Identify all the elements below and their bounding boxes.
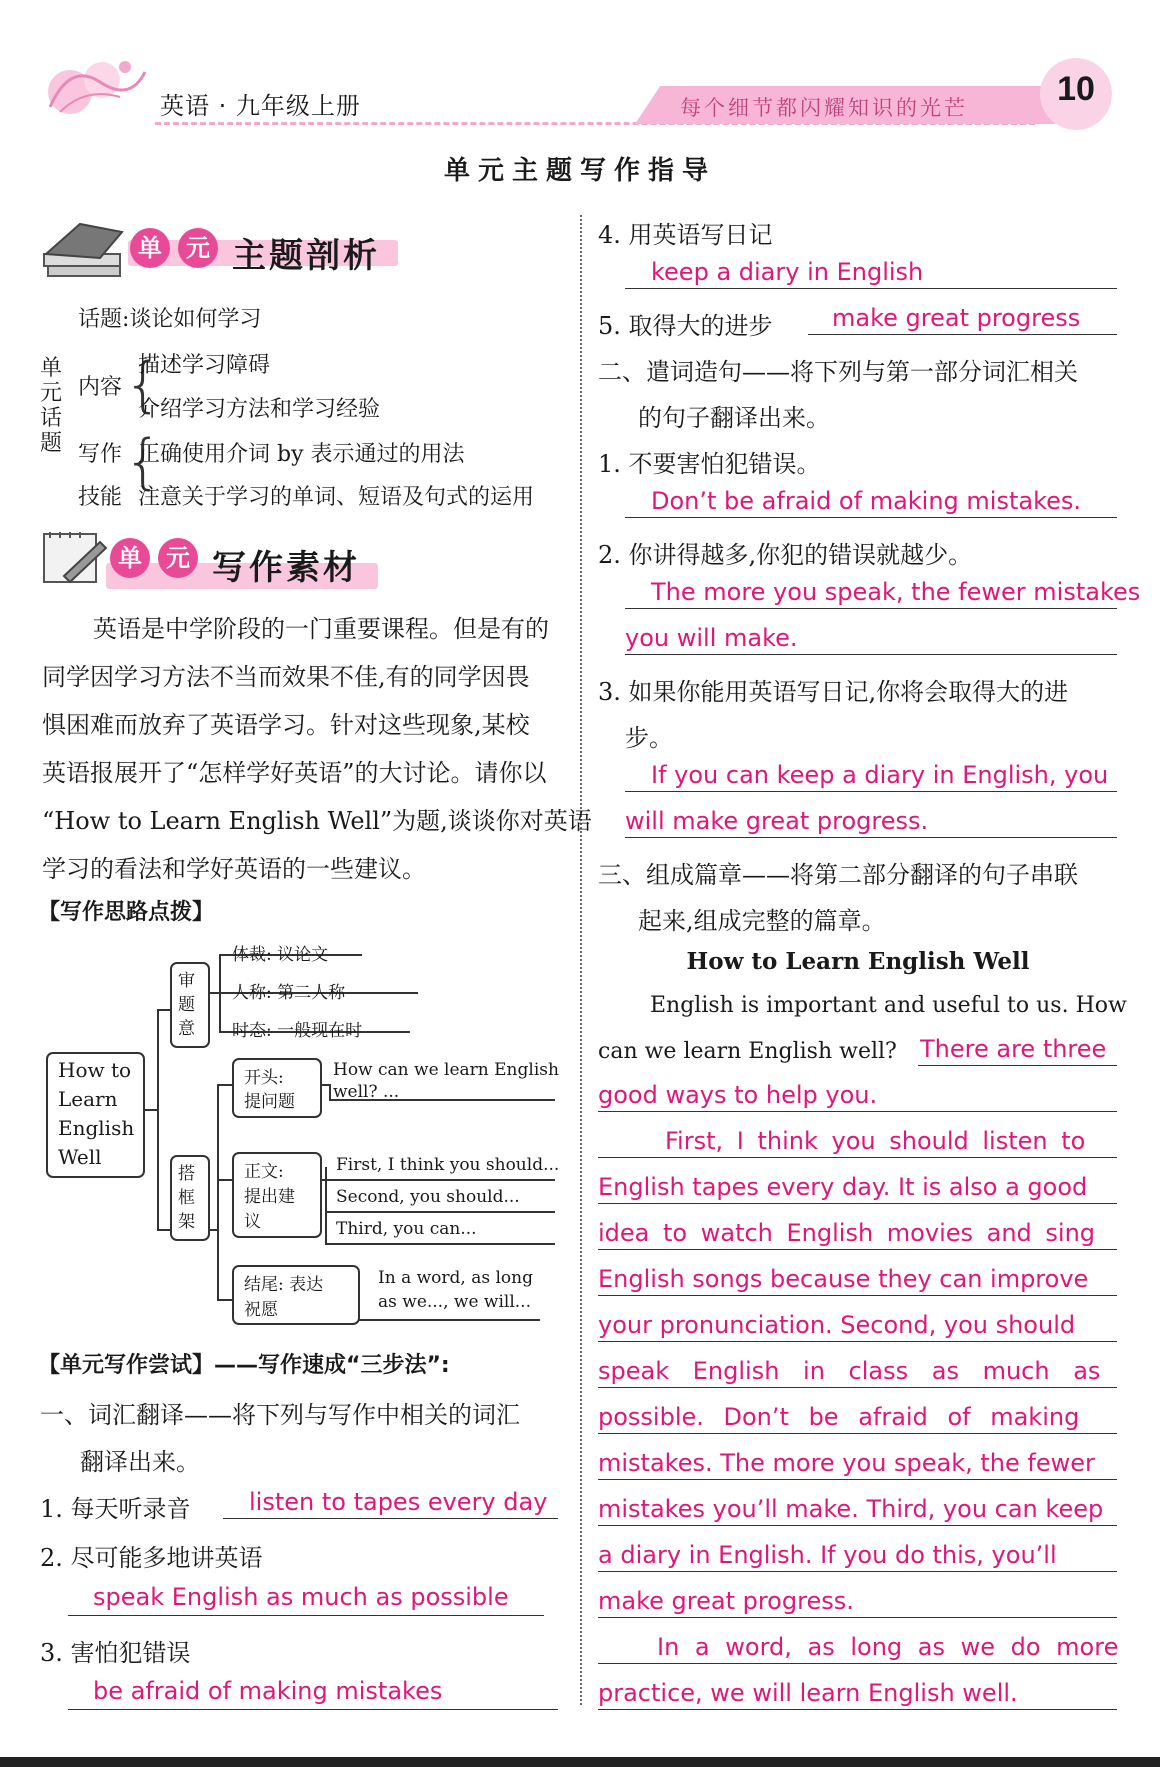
root-line-4: Well bbox=[58, 1145, 102, 1169]
step1-line-2: 翻译出来。 bbox=[80, 1448, 200, 1476]
vocab-a-1: listen to tapes every day bbox=[249, 1488, 548, 1516]
review-label-1: 审 bbox=[178, 971, 195, 991]
review-item-3: 时态: 一般现在时 bbox=[232, 1021, 363, 1041]
sentence-q-1: 1. 不要害怕犯错误。 bbox=[598, 450, 821, 478]
sentence-a-3a: If you can keep a diary in English, you bbox=[651, 761, 1109, 789]
essay-line-5: idea to watch English movies and sing bbox=[598, 1219, 1096, 1247]
vocab-a-4: keep a diary in English bbox=[651, 258, 924, 286]
step2-line-2: 的句子翻译出来。 bbox=[638, 404, 830, 432]
vocab-a-3: be afraid of making mistakes bbox=[93, 1677, 443, 1705]
section2-badge-2: 元 bbox=[158, 538, 198, 578]
opening-label-2: 提问题 bbox=[244, 1092, 295, 1112]
essay-line-10: mistakes. The more you speak, the fewer bbox=[598, 1449, 1095, 1477]
root-line-1: How to bbox=[58, 1058, 132, 1082]
root-line-3: English bbox=[58, 1116, 135, 1140]
motto-text: 每个细节都闪耀知识的光芒 bbox=[680, 96, 968, 120]
prompt-line-6: 学习的看法和学好英语的一些建议。 bbox=[42, 855, 426, 883]
content-brace-icon: { bbox=[124, 350, 163, 420]
essay-intro-1: English is important and useful to us. How bbox=[650, 993, 1127, 1018]
vocab-a-2: speak English as much as possible bbox=[93, 1583, 509, 1611]
vocab-q-2: 2. 尽可能多地讲英语 bbox=[40, 1544, 263, 1572]
review-label-2: 题 bbox=[178, 995, 195, 1015]
ending-label-1: 结尾: 表达 bbox=[244, 1275, 324, 1295]
essay-line-14: In a word, as long as we do more bbox=[657, 1633, 1119, 1661]
vocab-q-4: 4. 用英语写日记 bbox=[598, 221, 773, 249]
body-item-3: Third, you can... bbox=[336, 1219, 477, 1239]
vocab-q-5: 5. 取得大的进步 bbox=[598, 312, 773, 340]
essay-line-11: mistakes you’ll make. Third, you can keep bbox=[598, 1495, 1104, 1523]
sentence-q-3b: 步。 bbox=[625, 724, 673, 752]
essay-line-15: practice, we will learn English well. bbox=[598, 1679, 1018, 1707]
mindmap-heading: 【写作思路点拨】 bbox=[38, 900, 215, 925]
ending-text-1: In a word, as long bbox=[378, 1268, 533, 1288]
prompt-line-1: 英语是中学阶段的一门重要课程。但是有的 bbox=[93, 615, 549, 643]
ending-text-2: as we..., we will... bbox=[378, 1292, 531, 1312]
skill-item-1: 正确使用介词 by 表示通过的用法 bbox=[138, 442, 465, 467]
section2-badge-1: 单 bbox=[110, 538, 150, 578]
frame-label-1: 搭 bbox=[178, 1164, 195, 1184]
skill-brace-icon: { bbox=[124, 427, 163, 497]
essay-line-4: English tapes every day. It is also a good bbox=[598, 1173, 1088, 1201]
content-label: 内容 bbox=[78, 375, 123, 400]
body-label-3: 议 bbox=[244, 1212, 261, 1232]
frame-label-2: 框 bbox=[178, 1188, 195, 1208]
vocab-q-3: 3. 害怕犯错误 bbox=[40, 1639, 191, 1667]
vocab-q-1: 1. 每天听录音 bbox=[40, 1495, 191, 1523]
bottom-edge bbox=[0, 1757, 1160, 1767]
essay-intro-2: can we learn English well? bbox=[598, 1039, 897, 1064]
sentence-a-1: Don’t be afraid of making mistakes. bbox=[651, 487, 1082, 515]
prompt-line-3: 惧困难而放弃了英语学习。针对这些现象,某校 bbox=[42, 711, 530, 739]
essay-line-13: make great progress. bbox=[598, 1587, 854, 1615]
topic-line: 话题:谈论如何学习 bbox=[78, 307, 262, 332]
sentence-q-3a: 3. 如果你能用英语写日记,你将会取得大的进 bbox=[598, 678, 1069, 706]
section1-badge-1: 单 bbox=[130, 228, 170, 268]
skill-label-2: 技能 bbox=[78, 485, 123, 510]
section2-title: 写作素材 bbox=[212, 548, 360, 588]
essay-line-9: possible. Don’t be afraid of making bbox=[598, 1403, 1080, 1431]
section1-title: 主题剖析 bbox=[232, 236, 380, 276]
body-item-1: First, I think you should... bbox=[336, 1155, 560, 1175]
review-label-3: 意 bbox=[178, 1019, 195, 1039]
essay-line-6: English songs because they can improve bbox=[598, 1265, 1089, 1293]
prompt-line-5: “How to Learn English Well”为题,谈谈你对英语 bbox=[42, 807, 592, 835]
essay-line-1: There are three bbox=[920, 1035, 1107, 1063]
body-label-2: 提出建 bbox=[244, 1187, 295, 1207]
essay-title: How to Learn English Well bbox=[686, 948, 1030, 975]
essay-line-8: speak English in class as much as bbox=[598, 1357, 1101, 1385]
essay-line-12: a diary in English. If you do this, you’ll bbox=[598, 1541, 1057, 1569]
practice-heading: 【单元写作尝试】——写作速成“三步法”: bbox=[38, 1353, 450, 1378]
essay-line-7: your pronunciation. Second, you should bbox=[598, 1311, 1076, 1339]
root-line-2: Learn bbox=[58, 1087, 118, 1111]
side-label: 单元话题 bbox=[40, 356, 63, 456]
vocab-a-5: make great progress bbox=[832, 304, 1081, 332]
step3-line-1: 三、组成篇章——将第二部分翻译的句子串联 bbox=[598, 861, 1078, 889]
opening-text-1: How can we learn English bbox=[333, 1060, 559, 1080]
page-title: 单元主题写作指导 bbox=[443, 156, 716, 186]
opening-text-2: well? ... bbox=[333, 1082, 400, 1102]
sentence-a-2a: The more you speak, the fewer mistakes bbox=[651, 578, 1141, 606]
ending-label-2: 祝愿 bbox=[244, 1300, 278, 1320]
body-item-2: Second, you should... bbox=[336, 1187, 520, 1207]
step1-line-1: 一、词汇翻译——将下列与写作中相关的词汇 bbox=[40, 1401, 520, 1429]
page-number: 10 bbox=[1057, 70, 1095, 108]
section1-badge-2: 元 bbox=[178, 228, 218, 268]
opening-label-1: 开头: bbox=[244, 1068, 284, 1088]
prompt-line-4: 英语报展开了“怎样学好英语”的大讨论。请你以 bbox=[42, 759, 547, 787]
essay-line-3: First, I think you should listen to bbox=[665, 1127, 1086, 1155]
content-item-1: 描述学习障碍 bbox=[138, 353, 271, 378]
frame-label-3: 架 bbox=[178, 1212, 195, 1232]
sentence-q-2: 2. 你讲得越多,你犯的错误就越少。 bbox=[598, 541, 973, 569]
step3-line-2: 起来,组成完整的篇章。 bbox=[638, 907, 886, 935]
skill-item-2: 注意关于学习的单词、短语及句式的运用 bbox=[138, 485, 535, 510]
sentence-a-3b: will make great progress. bbox=[625, 807, 929, 835]
column-divider bbox=[580, 215, 582, 1705]
essay-line-2: good ways to help you. bbox=[598, 1081, 878, 1109]
body-label-1: 正文: bbox=[244, 1162, 284, 1182]
review-item-1: 体裁: 议论文 bbox=[232, 945, 329, 965]
book-title: 英语 · 九年级上册 bbox=[160, 92, 361, 120]
review-item-2: 人称: 第二人称 bbox=[232, 983, 346, 1003]
sentence-a-2b: you will make. bbox=[625, 624, 798, 652]
prompt-line-2: 同学因学习方法不当而效果不佳,有的同学因畏 bbox=[42, 663, 530, 691]
content-item-2: 介绍学习方法和学习经验 bbox=[138, 397, 381, 422]
step2-line-1: 二、遣词造句——将下列与第一部分词汇相关 bbox=[598, 358, 1078, 386]
skill-label-1: 写作 bbox=[78, 442, 123, 467]
